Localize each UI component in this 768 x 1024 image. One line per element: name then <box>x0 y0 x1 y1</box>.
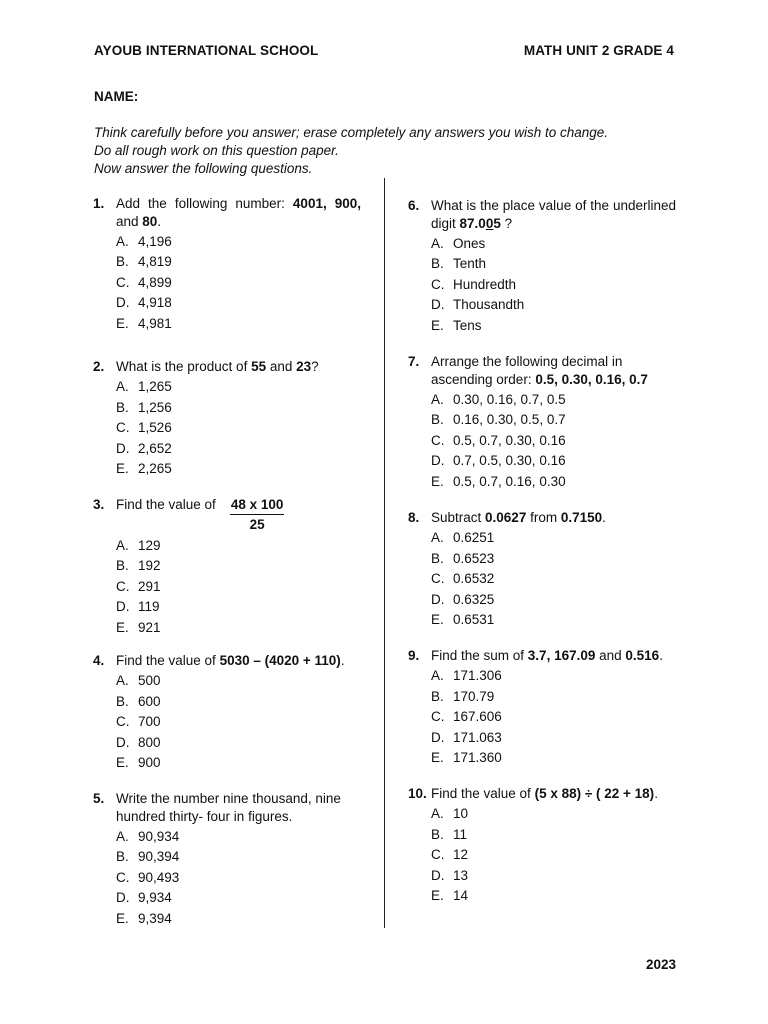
question-text: Find the value of $\frac{48 x 100}{25}$ <box>116 497 284 532</box>
question-number: 3. <box>93 497 105 512</box>
option-item[interactable]: E. 171.360 <box>431 750 502 765</box>
question-text: What is the product of 55 and 23? <box>116 359 319 374</box>
option-item[interactable]: B. 192 <box>116 558 161 573</box>
option-item[interactable]: D. 2,652 <box>116 440 172 456</box>
question-2 <box>93 358 361 479</box>
option-item[interactable]: C. 0.5, 0.7, 0.30, 0.16 <box>431 432 566 448</box>
option-list <box>116 671 361 774</box>
column-divider <box>384 178 385 928</box>
question-number: 4. <box>93 653 105 668</box>
question-text: Subtract 0.0627 from 0.7150. <box>431 510 606 525</box>
question-text: Find the sum of 3.7, 167.09 and 0.516. <box>431 648 663 663</box>
question-6 <box>408 197 676 336</box>
fraction <box>230 496 285 533</box>
question-8 <box>408 509 676 630</box>
name-label: NAME: <box>94 89 139 104</box>
option-item[interactable]: D. 800 <box>116 734 161 750</box>
question-3 <box>93 496 361 638</box>
question-5 <box>93 790 361 929</box>
question-text: Arrange the following decimal in ascending order: 0.5, 0.30, 0.16, 0.7 <box>431 354 648 387</box>
option-item[interactable]: C. 1,526 <box>116 420 172 435</box>
year-label: 2023 <box>645 957 676 972</box>
option-item[interactable]: B. 11 <box>431 826 468 842</box>
question-1 <box>93 195 361 334</box>
instruction-line: Now answer the following questions. <box>94 161 313 176</box>
question-text: Add the following number: 4001, 900, and 80. <box>116 196 361 229</box>
option-item[interactable]: A. 500 <box>116 673 161 688</box>
option-item[interactable]: D. 13 <box>431 867 469 883</box>
option-item[interactable]: A. 10 <box>431 806 469 821</box>
question-text: Find the value of (5 x 88) ÷ ( 22 + 18). <box>431 786 658 801</box>
option-list <box>116 231 361 334</box>
option-item[interactable]: E. 9,394 <box>116 910 172 926</box>
option-list <box>431 804 676 907</box>
option-item[interactable]: E. Tens <box>431 317 482 333</box>
option-item[interactable]: D. 119 <box>116 599 160 614</box>
option-list <box>116 535 361 638</box>
option-item[interactable]: A. 0.30, 0.16, 0.7, 0.5 <box>431 391 566 407</box>
instructions <box>94 124 608 178</box>
option-item[interactable]: B. 90,394 <box>116 849 180 864</box>
option-item[interactable]: D. 9,934 <box>116 890 172 905</box>
question-number: 7. <box>408 354 420 369</box>
option-item[interactable]: E. 0.6531 <box>431 612 495 627</box>
question-9 <box>408 647 676 768</box>
option-item[interactable]: D. 4,918 <box>116 295 172 310</box>
option-item[interactable]: D. Thousandth <box>431 297 525 312</box>
underlined-digit: 0 <box>485 215 494 231</box>
question-number: 6. <box>408 198 420 213</box>
option-item[interactable]: A. Ones <box>431 235 486 251</box>
question-number: 1. <box>93 196 105 211</box>
option-item[interactable]: C. 700 <box>116 714 161 729</box>
question-10 <box>408 785 676 906</box>
fraction-denominator: 25 <box>249 516 265 532</box>
option-item[interactable]: B. 170.79 <box>431 688 495 704</box>
option-list <box>431 666 676 769</box>
option-item[interactable]: A. 0.6251 <box>431 530 495 545</box>
option-item[interactable]: B. 0.16, 0.30, 0.5, 0.7 <box>431 412 566 427</box>
option-item[interactable]: C. Hundredth <box>431 276 517 292</box>
option-list <box>116 377 361 480</box>
option-item[interactable]: E. 4,981 <box>116 315 172 331</box>
question-number: 10. <box>408 786 427 801</box>
option-item[interactable]: D. 0.6325 <box>431 591 495 607</box>
option-item[interactable]: B. 0.6523 <box>431 550 495 566</box>
question-text: Find the value of 5030 – (4020 + 110). <box>116 653 345 668</box>
fraction-numerator: 48 x 100 <box>230 496 285 515</box>
option-item[interactable]: E. 900 <box>116 755 161 770</box>
instruction-line: Think carefully before you answer; erase completely any answers you wish to change. <box>94 125 609 140</box>
option-list <box>116 826 361 929</box>
question-4 <box>93 652 361 773</box>
question-text: Write the number nine thousand, nine hundred thirty- four in figures. <box>116 791 341 824</box>
option-item[interactable]: E. 14 <box>431 888 469 903</box>
option-item[interactable]: E. 921 <box>116 619 161 635</box>
question-7 <box>408 353 676 492</box>
option-list <box>431 528 676 631</box>
option-item[interactable]: A. 171.306 <box>431 668 502 683</box>
option-item[interactable]: E. 0.5, 0.7, 0.16, 0.30 <box>431 473 566 489</box>
option-item[interactable]: C. 291 <box>116 578 161 594</box>
option-item[interactable]: B. Tenth <box>431 256 487 271</box>
option-item[interactable]: C. 90,493 <box>116 869 180 885</box>
option-item[interactable]: B. 1,256 <box>116 399 172 415</box>
option-item[interactable]: D. 0.7, 0.5, 0.30, 0.16 <box>431 453 566 468</box>
option-list <box>431 233 676 336</box>
question-number: 2. <box>93 359 105 374</box>
option-item[interactable]: C. 167.606 <box>431 709 502 724</box>
question-number: 5. <box>93 791 105 806</box>
option-item[interactable]: E. 2,265 <box>116 461 172 476</box>
option-item[interactable]: B. 4,819 <box>116 254 172 269</box>
option-item[interactable]: A. 4,196 <box>116 233 172 249</box>
option-item[interactable]: C. 12 <box>431 847 469 862</box>
option-item[interactable]: C. 0.6532 <box>431 571 495 586</box>
header-school: AYOUB INTERNATIONAL SCHOOL <box>94 43 319 58</box>
option-item[interactable]: B. 600 <box>116 693 161 709</box>
instruction-line: Do all rough work on this question paper. <box>94 143 339 158</box>
question-number: 8. <box>408 510 420 525</box>
question-number: 9. <box>408 648 420 663</box>
option-item[interactable]: D. 171.063 <box>431 729 502 745</box>
question-text: What is the place value of the underlined digit 87.005 ? <box>431 198 676 231</box>
option-list <box>431 389 676 492</box>
option-item[interactable]: A. 129 <box>116 537 161 553</box>
header-subject: MATH UNIT 2 GRADE 4 <box>523 43 674 58</box>
option-item[interactable]: A. 90,934 <box>116 828 180 844</box>
option-item[interactable]: A. 1,265 <box>116 379 172 394</box>
option-item[interactable]: C. 4,899 <box>116 274 172 290</box>
